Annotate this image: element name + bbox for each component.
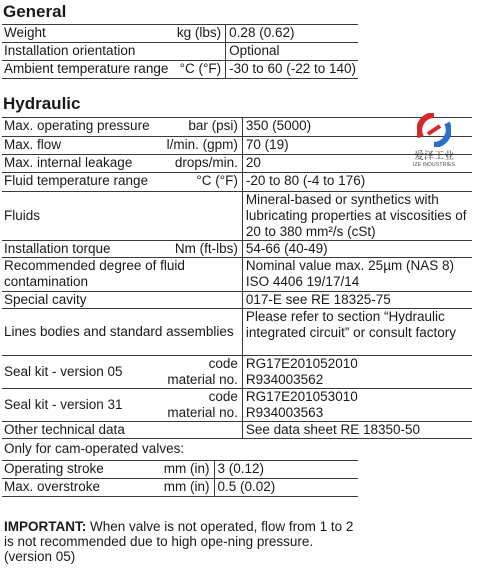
table-row <box>2 155 472 173</box>
hydraulic-heading: Hydraulic <box>3 94 81 113</box>
table-row <box>2 389 472 422</box>
table-row <box>2 356 472 389</box>
row-value: 0.28 (0.62) <box>226 25 358 43</box>
row-value: 350 (5000) <box>242 118 472 137</box>
row-label: Installation orientation <box>4 43 136 58</box>
row-value: -20 to 80 (-4 to 176) <box>242 173 472 192</box>
row-value: Please refer to section “Hydraulic integrated circuit” or consult factory <box>242 309 472 356</box>
general-table <box>2 24 358 79</box>
row-unit: bar (psi) <box>188 118 238 133</box>
row-label: Max. overstroke <box>4 479 101 494</box>
row-value: Mineral-based or synthetics with lubricating properties at viscosities of 20 to 380 mm²/s (cSt) <box>242 192 472 241</box>
row-label: Fluids <box>4 208 41 223</box>
row-unit: drops/min. <box>174 155 238 170</box>
row-value: 0.5 (0.02) <box>214 479 358 497</box>
watermark-logo <box>408 113 460 168</box>
table-row <box>2 61 358 79</box>
table-row <box>2 137 472 155</box>
row-label: Seal kit - version 31 <box>4 397 123 412</box>
note-version: (version 05) <box>4 549 76 564</box>
row-unit: l/min. (gpm) <box>166 137 238 152</box>
seal-kit-material: R934003562 <box>245 372 324 387</box>
row-value: See data sheet RE 18350-50 <box>242 422 472 439</box>
watermark-chinese: 爱泽工业 <box>414 151 454 162</box>
row-label: Ambient temperature range <box>4 61 169 76</box>
row-value: 20 <box>242 155 472 173</box>
row-label: Max. flow <box>4 137 62 152</box>
row-value: -30 to 60 (-22 to 140) <box>226 61 358 79</box>
row-unit: mm (in) <box>163 479 210 494</box>
table-row <box>2 192 472 241</box>
row-label: Other technical data <box>4 422 125 437</box>
row-unit: °C (°F) <box>196 173 238 188</box>
hydraulic-table <box>2 117 472 439</box>
table-row <box>2 173 472 192</box>
table-row <box>2 292 472 309</box>
row-unit: code <box>208 356 238 371</box>
row-value: Nominal value max. 25µm (NAS 8) ISO 4406 19/17/14 <box>242 258 472 292</box>
row-unit: kg (lbs) <box>176 25 222 40</box>
ize-logo-icon <box>417 113 451 147</box>
seal-kit-code: RG17E201053010 <box>245 389 358 404</box>
table-row <box>2 309 472 356</box>
important-note <box>4 519 364 564</box>
row-value: 54-66 (40-49) <box>242 241 472 258</box>
row-value: 70 (19) <box>242 137 472 155</box>
table-row <box>2 241 472 258</box>
row-value: Optional <box>226 43 358 61</box>
row-unit: Nm (ft-lbs) <box>174 241 238 256</box>
general-heading: General <box>3 2 67 21</box>
note-strong: IMPORTANT: <box>4 519 87 534</box>
row-label: Seal kit - version 05 <box>4 364 123 379</box>
table-row <box>2 461 358 479</box>
row-unit: material no. <box>167 405 238 420</box>
table-row <box>2 43 358 61</box>
row-label: Weight <box>4 25 46 40</box>
row-unit: °C (°F) <box>179 61 222 76</box>
row-label: Lines bodies and standard assemblies <box>4 324 234 339</box>
row-label: Fluid temperature range <box>4 173 149 188</box>
note-text: When valve is not operated, flow from 1 to 2 is not recommended due to high ope-ning pressure. <box>4 519 354 549</box>
table-row <box>2 25 358 43</box>
table-row <box>2 422 472 439</box>
cam-table <box>2 460 358 497</box>
table-row <box>2 118 472 137</box>
seal-kit-material: R934003563 <box>245 405 324 420</box>
row-label: Operating stroke <box>4 461 104 476</box>
row-label: Installation torque <box>4 241 111 256</box>
row-value: 3 (0.12) <box>214 461 358 479</box>
row-label: Max. internal leakage <box>4 155 133 170</box>
row-label: Recommended degree of fluid contamination <box>4 258 185 289</box>
watermark-english: IZE INDUSTRIES <box>412 162 456 168</box>
cam-title: Only for cam-operated valves: <box>4 441 185 456</box>
row-unit: material no. <box>167 372 238 387</box>
row-label: Max. operating pressure <box>4 118 150 133</box>
row-unit: code <box>208 389 238 404</box>
row-unit: mm (in) <box>163 461 210 476</box>
row-label: Special cavity <box>4 292 87 307</box>
table-row <box>2 258 472 292</box>
table-row <box>2 479 358 497</box>
seal-kit-code: RG17E201052010 <box>245 356 358 371</box>
row-value: 017-E see RE 18325-75 <box>242 292 472 309</box>
